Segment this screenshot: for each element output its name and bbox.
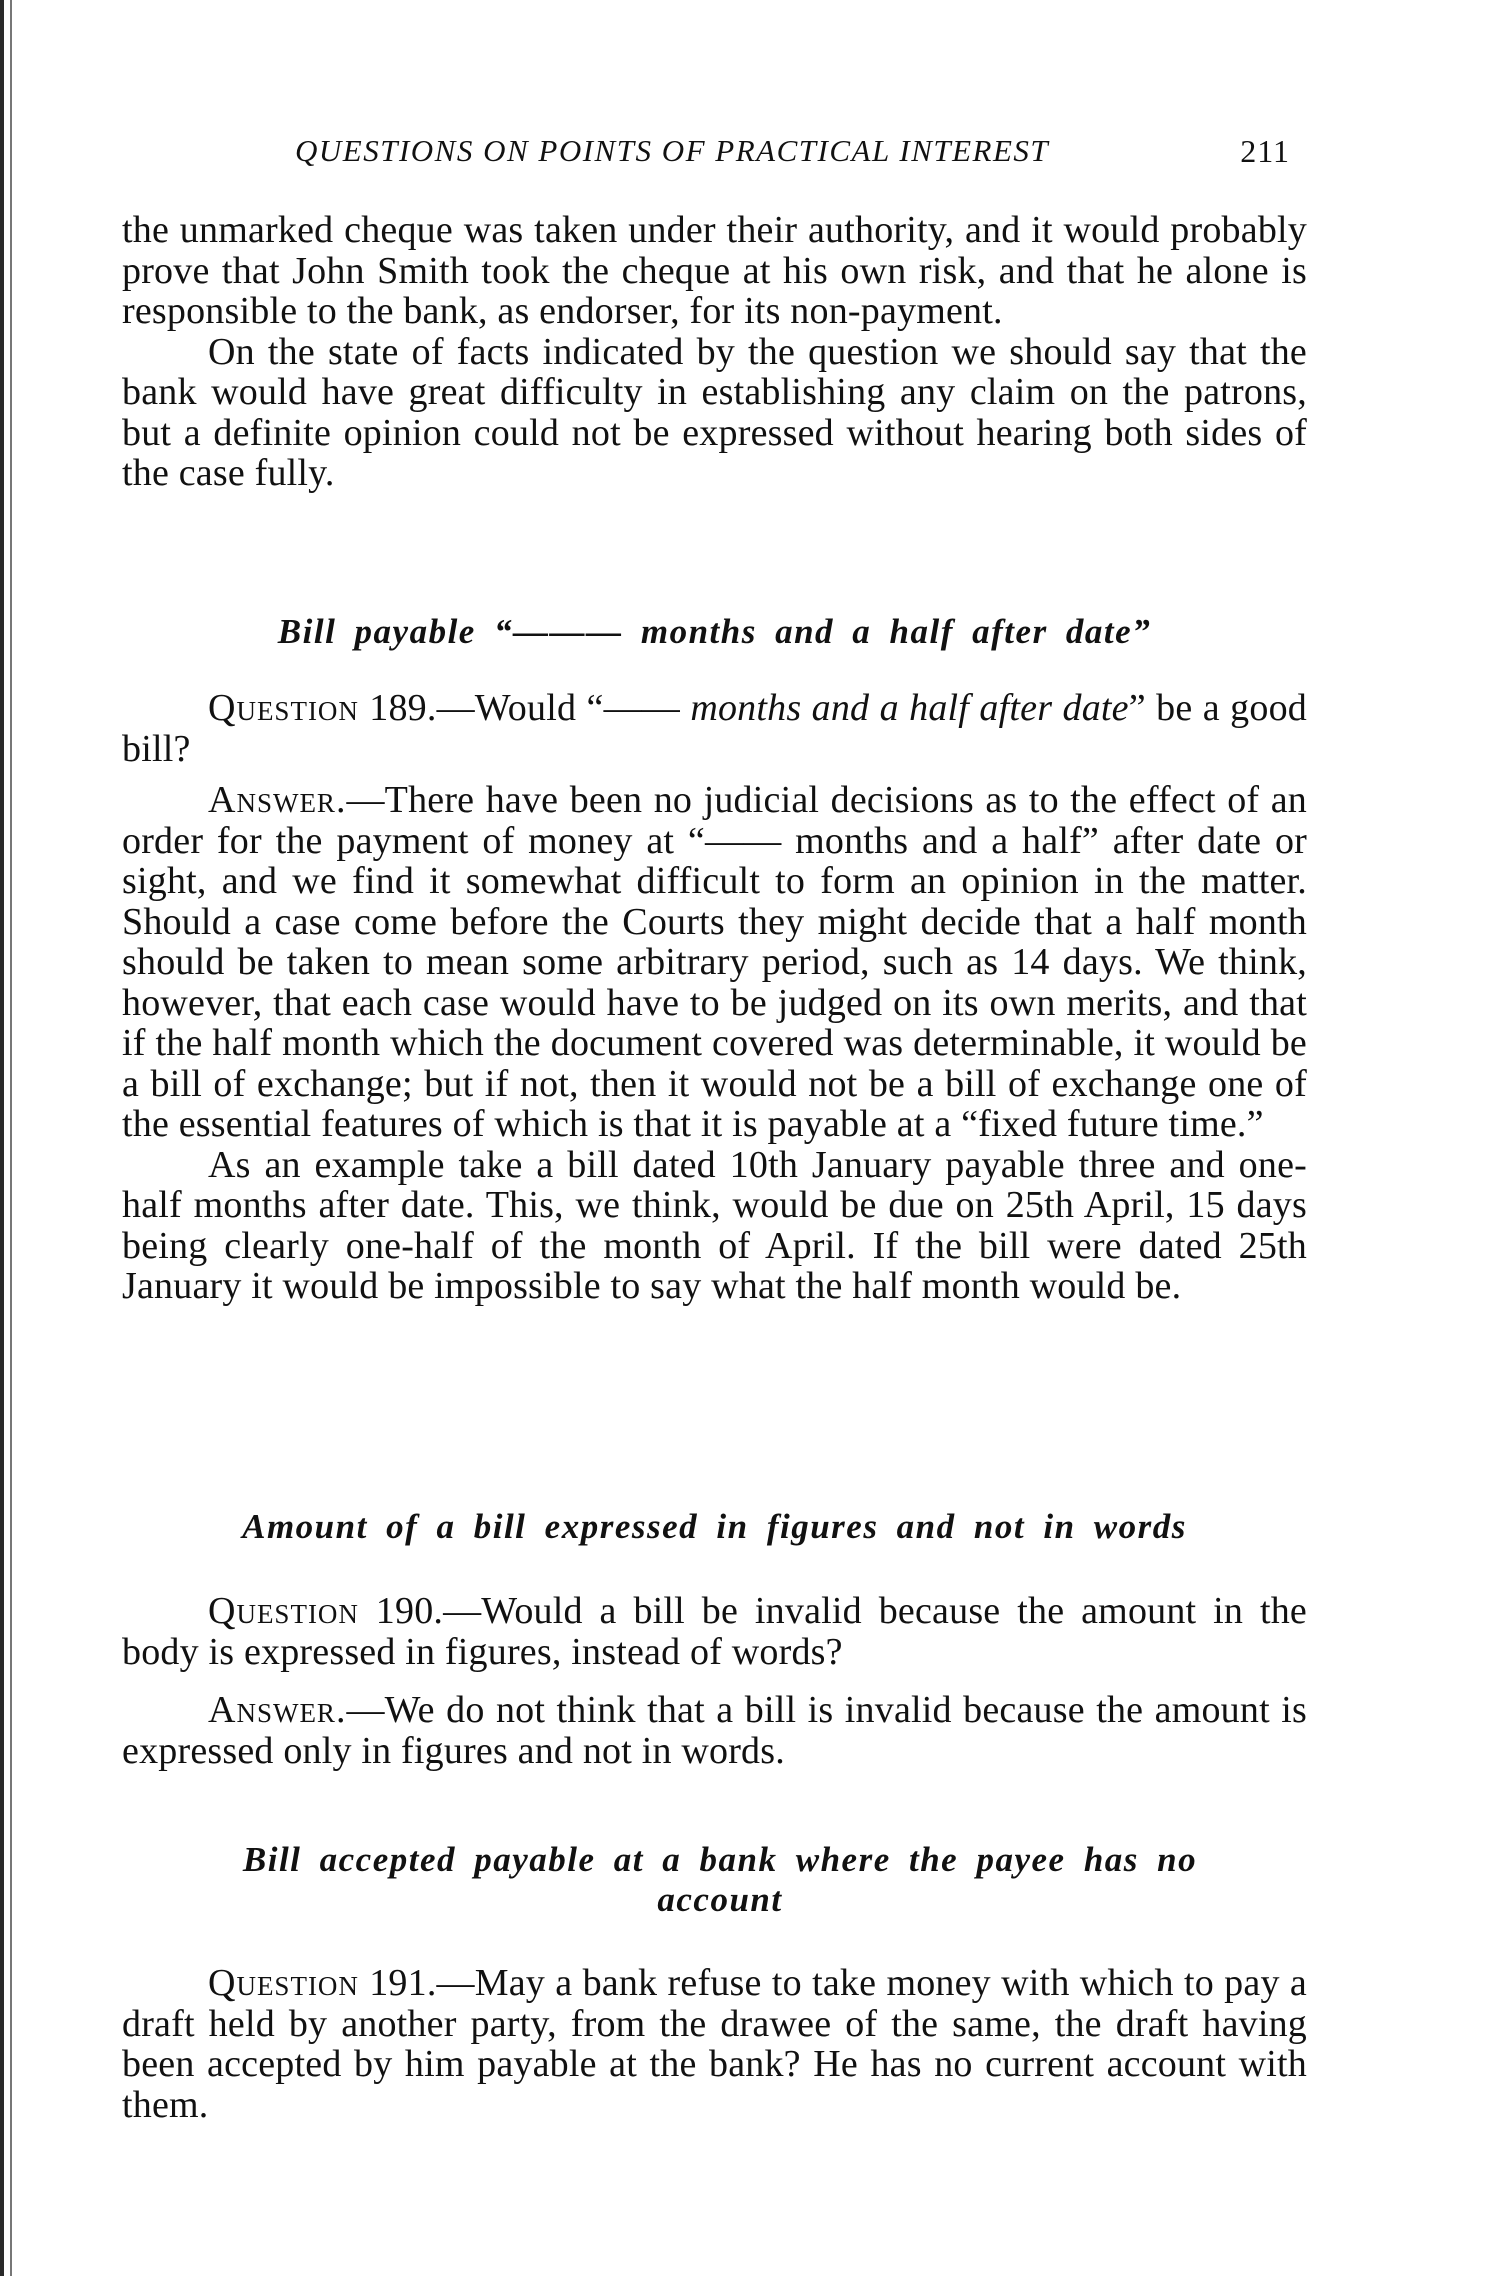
question-191	[122, 1963, 1307, 2125]
question-190-block	[122, 1591, 1307, 1672]
question-label: Question	[208, 1962, 359, 2004]
question-189	[122, 688, 1307, 769]
running-header	[150, 133, 1300, 181]
answer-text: —There have been no judicial decisions as to the effect of an order for the payment of money at “—— months and a half” after date or sight, and we find it somewhat difficult to form an opinion in the matter. Should a case come before the Courts they might decide that a half month should be taken to mean some arbitrary period, such as 14 days. We think, however, that each case would have to be judged on its own merits, and that if the half month which the document covered was determinable, it would be a bill of exchange; but if not, then it would not be a bill of exchange one of the essential features of which is that it is payable at a “fixed future time.”	[122, 779, 1307, 1145]
answer-190	[122, 1690, 1307, 1771]
page-edge-shadow	[0, 0, 4, 2276]
section-heading-189-block	[122, 612, 1307, 652]
section-heading-190-block	[122, 1507, 1307, 1547]
answer-189-block	[122, 780, 1307, 1307]
question-190	[122, 1591, 1307, 1672]
answer-190-block	[122, 1690, 1307, 1771]
question-text: 190.—Would a bill be invalid because the amount in the body is expressed in figures, instead of words?	[122, 1590, 1307, 1673]
question-label: Question	[208, 1590, 359, 1632]
page-edge-shadow-inner	[10, 0, 12, 2276]
question-text-end: ” be a good bill?	[122, 687, 1307, 770]
paragraph-opinion: On the state of facts indicated by the question we should say that the bank would have great difficulty in establishing any claim on the patrons, but a definite opinion could not be expressed without hearing both sides of the case fully.	[122, 330, 1307, 494]
question-text: 191.—May a bank refuse to take money with which to pay a draft held by another party, from the drawee of the same, the draft having been accepted by him payable at the bank? He has no current account with them.	[122, 1962, 1307, 2126]
question-italic-text: months and a half after date	[690, 687, 1129, 729]
answer-label: Answer.	[208, 1689, 347, 1731]
paragraph-continuation: the unmarked cheque was taken under their authority, and it would probably prove that John Smith took the cheque at his own risk, and that he alone is responsible to the bank, as endorser, for its non-payment.	[122, 209, 1307, 332]
answer-189	[122, 780, 1307, 1145]
running-title: QUESTIONS ON POINTS OF PRACTICAL INTEREST	[295, 133, 1050, 168]
question-text: 189.—Would “——	[358, 687, 691, 729]
answer-text: —We do not think that a bill is invalid because the amount is expressed only in figures and not in words.	[122, 1689, 1307, 1772]
page-number: 211	[1240, 133, 1290, 169]
answer-189-example: As an example take a bill dated 10th January payable three and one-half months after date. This, we think, would be due on 25th April, 15 days being clearly one-half of the month of April. If the bill were dated 25th January it would be impossible to say what the half month would be.	[122, 1143, 1307, 1307]
question-label: Question	[208, 687, 359, 729]
section-heading-189: Bill payable “——— months and a half after date”	[277, 612, 1152, 651]
question-191-block	[122, 1963, 1307, 2125]
section-heading-191-block	[240, 1840, 1200, 1920]
section-heading-191: Bill accepted payable at a bank where the payee has no account	[242, 1840, 1198, 1919]
answer-label: Answer.	[208, 779, 347, 821]
question-189-block	[122, 688, 1307, 769]
continued-answer-188	[122, 210, 1307, 494]
section-heading-190: Amount of a bill expressed in figures and not in words	[242, 1507, 1187, 1546]
